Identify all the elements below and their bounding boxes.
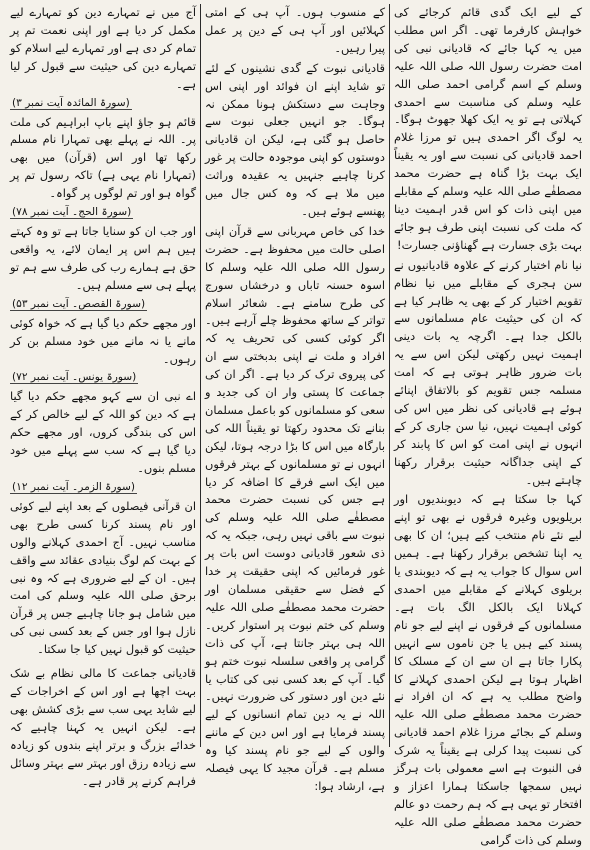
verse-reference-1: (سورۃ المائدہ آیت نمبر ۳) — [12, 96, 130, 109]
left-paragraph-1: ان قرآنی فیصلوں کے بعد اپنے لیے کوئی اور نام پسند کرنا کسی طرح بھی مناسب نہیں۔ آج احمدی کہلانے والوں کے بہت کم لوگ بنیادی عقائد سے واقف ہیں۔ ان کے لیے ضروری ہے کہ وہ نبی برحق صلی اللہ علیہ وسلم کی امت میں شامل ہو جانا چاہیے جس پر قرآن نازل ہوا اور جس کے بعد کسی نبی کی حیثیت کو قبول نہیں کیا جا سکتا۔ — [10, 498, 196, 657]
quran-quote-1: آج میں نے تمہارے دین کو تمہارے لیے مکمل کر دیا ہے اور اپنی نعمت تم پر تمام کر دی ہے اور تمہارے لیے اسلام کو تمہارے دین کی حیثیت سے قبول کر لیا ہے۔ — [10, 5, 196, 91]
right-paragraph-1: کے لیے ایک گدی قائم کرجائے کی خواہش کارفرما تھی۔ اگر اس مطلب میں یہ کہا جائے کہ قادیانی نبی کی امت حضرت رسول اللہ صلی اللہ علیہ وسلم کے اسم گرامی احمد صلی اللہ علیہ وسلم کی مناسبت سے احمدی کہلاتی ہے تو یہ ایک کھلا جھوٹ ہوگا۔ یہ لوگ اگر احمدی ہیں تو مرزا غلام احمد قادیانی کی نسبت سے اور یہ یقیناً ایک بہت بڑا گناہ ہے حضرت محمد مصطفٰے صلی اللہ علیہ وسلم کے مقابلے میں اپنی ذات کو اس قدر اہمیت دینا کہ ملت کی نسبت اپنی طرف ہو جائے بہت بڑی جسارت ہے گھناؤنی جسارت! — [394, 5, 582, 252]
verse-reference-3: (سورۃ القصص۔ آیت نمبر ۵۳) — [12, 297, 146, 310]
verse-reference-2: (سورۃ الحج۔ آیت نمبر ۷۸) — [12, 206, 132, 219]
middle-column — [201, 4, 389, 793]
quran-quote-3: اور جب ان کو سنایا جاتا ہے تو وہ کہتے ہیں ہم اس پر ایمان لائے، یہ واقعی حق ہے ہمارے رب کی طرف سے ہم تو پہلے ہی سے مسلم ہیں۔ — [10, 224, 196, 292]
verse-reference-5: (سورۃ الزمر۔ آیت نمبر ۱۲) — [12, 480, 135, 493]
quran-quote-4: اور مجھے حکم دیا گیا ہے کہ خواہ کوئی مانے یا نہ مانے میں خود مسلم بن کر رہوں۔ — [10, 315, 196, 366]
left-paragraph-2: قادیانی جماعت کا مالی نظام بے شک بہت اچھا ہے اور اس کے اخراجات کے لیے شاید یہی سب سے بڑی کشش بھی ہے۔ لیکن انہیں یہ کہنا چاہیے کہ خدائے بزرگ و برتر اپنے بندوں کو زیادہ سے زیادہ رزق اور بہتر سے بہتر وسائل فراہم کرنے پر قادر ہے۔ — [10, 666, 196, 788]
quran-quote-5: اے نبی ان سے کہو مجھے حکم دیا گیا ہے کہ دین کو اللہ کے لیے خالص کر کے اس کی بندگی کروں، اور مجھے حکم دیا گیا ہے کہ سب سے پہلے میں خود مسلم بنوں۔ — [10, 389, 196, 476]
middle-paragraph-1: کے منسوب ہوں۔ آپ ہی کے امتی کہلائیں اور آپ ہی کے دین پر عمل پیرا رہیں۔ — [205, 5, 385, 55]
middle-paragraph-2: قادیانی نبوت کے گدی نشینوں کے لئے تو شاید اپنے ان فوائد اور اپنی اس وجاہت سے دستکش ہونا ممکن نہ ہوگا۔ جو انہیں جعلی نبوت سے حاصل ہو گئی ہے، لیکن ان قادیانی دوستوں کو اپنی موجودہ حالت پر غور کرنا چاہیے جنہیں یہ عقیدہ وراثت میں ملا ہے کہ وہ کس جال میں پھنسے ہوئے ہیں۔ — [205, 60, 385, 218]
left-column — [6, 4, 200, 788]
right-paragraph-2: نیا نام اختیار کرنے کے علاوہ قادیانیوں نے سن ہجری کے مقابلے میں نیا نظام تقویم اختیار کر کے بھی یہ ظاہر کیا ہے کہ ان کی حیثیت عام مسلمانوں سے بالکل جدا ہے۔ اگرچہ یہ بات دینی اہمیت نہیں رکھتی لیکن اس سے یہ بات ضرور ظاہر ہوتی ہے کہ امت مسلمہ جس تقویم کو بالاتفاق اپنائے ہوئے ہے قادیانی کی نظر میں اس کی کوئی اہمیت نہیں، نیا سن جاری کر کے انہوں نے اپنی امت کو اس کا پابند کر کے اپنی جداگانہ حیثیت برقرار رکھنا چاہتے ہیں۔ — [394, 257, 582, 487]
right-paragraph-3: کہا جا سکتا ہے کہ دیوبندیوں اور بریلویوں وغیرہ فرقوں نے بھی تو اپنے لیے نئے نام منتخب کیے ہیں؛ ان کا بھی یہ اپنا تشخص برقرار رکھنا ہے۔ ہمیں اس سوال کا جواب یہ ہے کہ دیوبندی یا بریلوی کہلانے کے مقابلے میں احمدی کہلانا ایک بالکل الگ بات ہے۔ مسلمانوں کے فرقوں نے اپنے لیے جو نام پسند کیے ہیں یا جن ناموں سے انہیں پکارا جاتا ہے ان سے ان کے مسلک کا اظہار ہوتا ہے لیکن احمدی کہلانے کا واضح مطلب یہ ہے کہ ان افراد نے حضرت محمد مصطفٰے صلی اللہ علیہ وسلم کے بجائے مرزا غلام احمد قادیانی کی نسبت پیدا کرلی ہے یقیناً یہ شرک فی النبوت ہے اسے معمولی بات ہرگز نہیں سمجھا جاسکتا ہمارا اعزاز و افتخار تو یہی ہے کہ ہم رحمت دو عالم حضرت محمد مصطفٰے صلی اللہ علیہ وسلم کی ذات گرامی — [394, 492, 582, 847]
middle-paragraph-3: خدا کی خاص مہربانی سے قرآن اپنی اصلی حالت میں محفوظ ہے۔ حضرت رسول اللہ صلی اللہ علیہ وسلم کا اسوہ حسنہ تاباں و درخشاں سورج کی طرح سامنے ہے۔ شعائر اسلام تواتر کے ساتھ محفوظ چلے آرہے ہیں۔ اگر کوئی کسی کی تحریف یہ کہ افراد و ملت نے اپنی بدبختی سے ان کی پیروی ترک کر دیا ہے۔ اگر ان کی جماعت کا پستی وار ان کی جدید و سعی کو مسلمانوں کو باعمل مسلمان بنانے تک محدود رکھتا تو یقیناً اللہ کی بارگاہ میں اس کا بڑا درجہ ہوتا، لیکن انہوں نے تو مسلمانوں کے بہتر فرقوں میں ایک اسے فرقے کا اضافہ کر دیا ہے جس کی نسبت حضرت محمد مصطفٰے صلی اللہ علیہ وسلم کی نبوت سے باقی نہیں رہی، جبکہ یہ کہ ذی شعور قادیانی دوست اس بات پر غور فرمائیں کہ اپنی حقیقت پر خدا کے فضل سے حقیقی مسلمان اور حضرت محمد مصطفٰے صلی اللہ علیہ وسلم کی ختم نبوت پر استوار کریں۔ اللہ ہی بہتر جانتا ہے، آپ کی ذات گرامی پر واقعی سلسلہ نبوت ختم ہو گیا۔ آپ کے بعد کسی نبی کی کتاب یا نئے دین اور دستور کی ضرورت نہیں۔ اللہ نے یہ دین تمام انسانوں کے لیے پسند فرمایا ہے اور اس دین کے ماننے والوں کے لیے جو نام پسند کیا وہ مسلم ہے۔ قرآن مجید کا یہی فیصلہ ہے، ارشاد ہوا: — [205, 223, 385, 793]
verse-reference-4: (سورۃ یونس۔ آیت نمبر ۷۲) — [12, 371, 137, 384]
quran-quote-2: قائم ہو جاؤ اپنے باپ ابراہیم کی ملت پر۔ اللہ نے پہلے بھی تمہارا نام مسلم رکھا تھا اور اس (قرآن) میں بھی (تمہارا نام یہی ہے) تاکہ رسول تم پر گواہ ہو اور تم لوگوں پر گواہ۔ — [10, 114, 196, 201]
right-column — [390, 4, 586, 847]
